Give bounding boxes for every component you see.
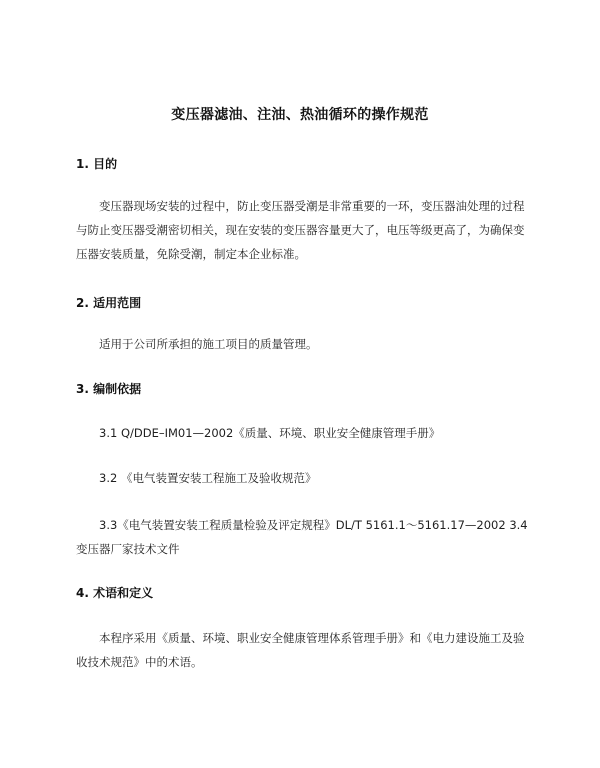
basis-item-3-1: 3.1 Q/DDE–IM01—2002《质量、环境、职业安全健康管理手册》 bbox=[99, 426, 441, 440]
section-paragraph-purpose: 变压器现场安装的过程中，防止变压器受潮是非常重要的一环，变压器油处理的过程与防止变压器受潮密切相关，现在安装的变压器容量更大了，电压等级更高了，为确保变压器安装质量，免除受潮，制定本企业标准。 bbox=[76, 199, 525, 261]
section-heading-scope: 2. 适用范围 bbox=[76, 296, 142, 310]
section-heading-basis: 3. 编制依据 bbox=[76, 382, 142, 396]
section-paragraph-scope: 适用于公司所承担的施工项目的质量管理。 bbox=[99, 337, 318, 351]
basis-item-3-2: 3.2 《电气装置安装工程施工及验收规范》 bbox=[99, 471, 317, 485]
basis-item-3-3: 3.3《电气装置安装工程质量检验及评定规程》DL/T 5161.1～5161.17—2002 3.4 变压器厂家技术文件 bbox=[76, 518, 528, 556]
section-heading-terms: 4. 术语和定义 bbox=[76, 586, 154, 600]
document-title: 变压器滤油、注油、热油循环的操作规范 bbox=[171, 107, 429, 123]
section-paragraph-terms: 本程序采用《质量、环境、职业安全健康管理体系管理手册》和《电力建设施工及验收技术规范》中的术语。 bbox=[76, 631, 525, 669]
section-heading-purpose: 1. 目的 bbox=[76, 157, 118, 171]
